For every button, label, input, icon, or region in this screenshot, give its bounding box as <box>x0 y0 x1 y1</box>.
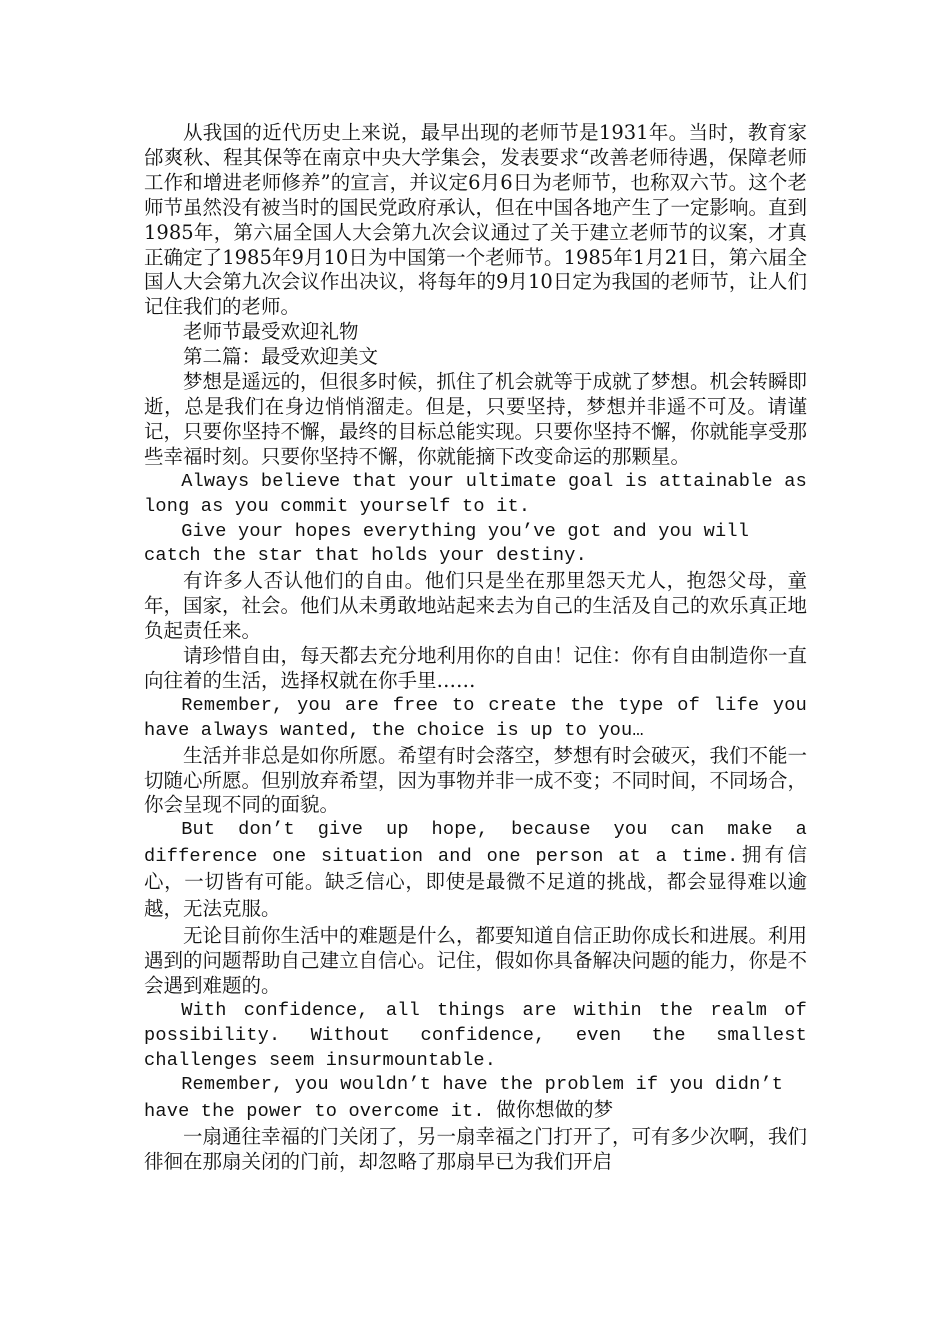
paragraph-cherish-freedom: 请珍惜自由，每天都去充分地利用你的自由！记住：你有自由制造你一直向往着的生活，选择权就在你手里…… <box>144 644 808 692</box>
paragraph-door-of-happiness: 一扇通往幸福的门关闭了，另一扇幸福之门打开了，可有多少次啊，我们徘徊在那扇关闭的门前，却忽略了那扇早已为我们开启 <box>144 1125 808 1174</box>
chinese-tail: 拥有信心，一切皆有可能。缺乏信心，即使是最微不足道的挑战，都会显得难以逾越，无法克服。 <box>144 843 807 921</box>
paragraph-english-remember-free: Remember, you are free to create the type of life you have always wanted, the choice is up to you… <box>144 694 807 741</box>
paragraph-dreams: 梦想是遥远的，但很多时候，抓住了机会就等于成就了梦想。机会转瞬即逝，总是我们在身边悄悄溜走。但是，只要坚持，梦想并非遥不可及。请谨记，只要你坚持不懈，最终的目标总能实现。只要你坚持不懈，你就能享受那些幸福时刻。只要你坚持不懈，你就能摘下改变命运的那颗星。 <box>144 370 808 468</box>
paragraph-english-confidence: With confidence, all things are within the realm of possibility. Without confidence, even the smallest challenges seem insurmountable. <box>144 999 807 1071</box>
paragraph-english-dont-give-up <box>144 818 807 924</box>
english-text: But don’t give up hope, because you can make a difference one situation and one person at a time. <box>144 819 807 868</box>
heading-second-article: 第二篇：最受欢迎美文 <box>183 345 379 369</box>
paragraph-freedom-denial: 有许多人否认他们的自由。他们只是坐在那里怨天尤人，抱怨父母，童年，国家，社会。他们从未勇敢地站起来去为自己的生活及自己的欢乐真正地负起责任来。 <box>144 569 808 643</box>
english-text: Remember, you wouldn’t have the problem if you didn’t have the power to overcome it. <box>144 1074 784 1123</box>
heading-popular-gifts: 老师节最受欢迎礼物 <box>183 320 359 344</box>
paragraph-self-confidence: 无论目前你生活中的难题是什么，都要知道自信正助你成长和进展。利用遇到的问题帮助自己建立自信心。记住，假如你具备解决问题的能力，你是不会遇到难题的。 <box>144 924 808 997</box>
paragraph-english-hopes: Give your hopes everything you’ve got and you will catch the star that holds your destiny. <box>144 520 750 567</box>
paragraph-life-not-always: 生活并非总是如你所愿。希望有时会落空，梦想有时会破灭，我们不能一切随心所愿。但别放弃希望，因为事物并非一成不变；不同时间，不同场合，你会呈现不同的面貌。 <box>144 743 808 817</box>
paragraph-english-remember-power <box>144 1073 807 1125</box>
paragraph-english-believe: Always believe that your ultimate goal is attainable as long as you commit yourself to it. <box>144 470 807 517</box>
paragraph-teachers-day-history: 从我国的近代历史上来说，最早出现的老师节是1931年。当时，教育家邰爽秋、程其保等在南京中央大学集会，发表要求“改善老师待遇，保障老师工作和增进老师修养”的宣言，并议定6月6日为老师节，也称双六节。这个老师节虽然没有被当时的国民党政府承认，但在中国各地产生了一定影响。直到1985年，第六届全国人大会第九次会议通过了关于建立老师节的议案，才真正确定了1985年9月10日为中国第一个老师节。1985年1月21日，第六届全国人大会第九次会议作出决议，将每年的9月10日定为我国的老师节，让人们记住我们的老师。 <box>144 121 808 319</box>
document-page <box>144 121 807 1175</box>
chinese-tail: 做你想做的梦 <box>496 1098 614 1122</box>
